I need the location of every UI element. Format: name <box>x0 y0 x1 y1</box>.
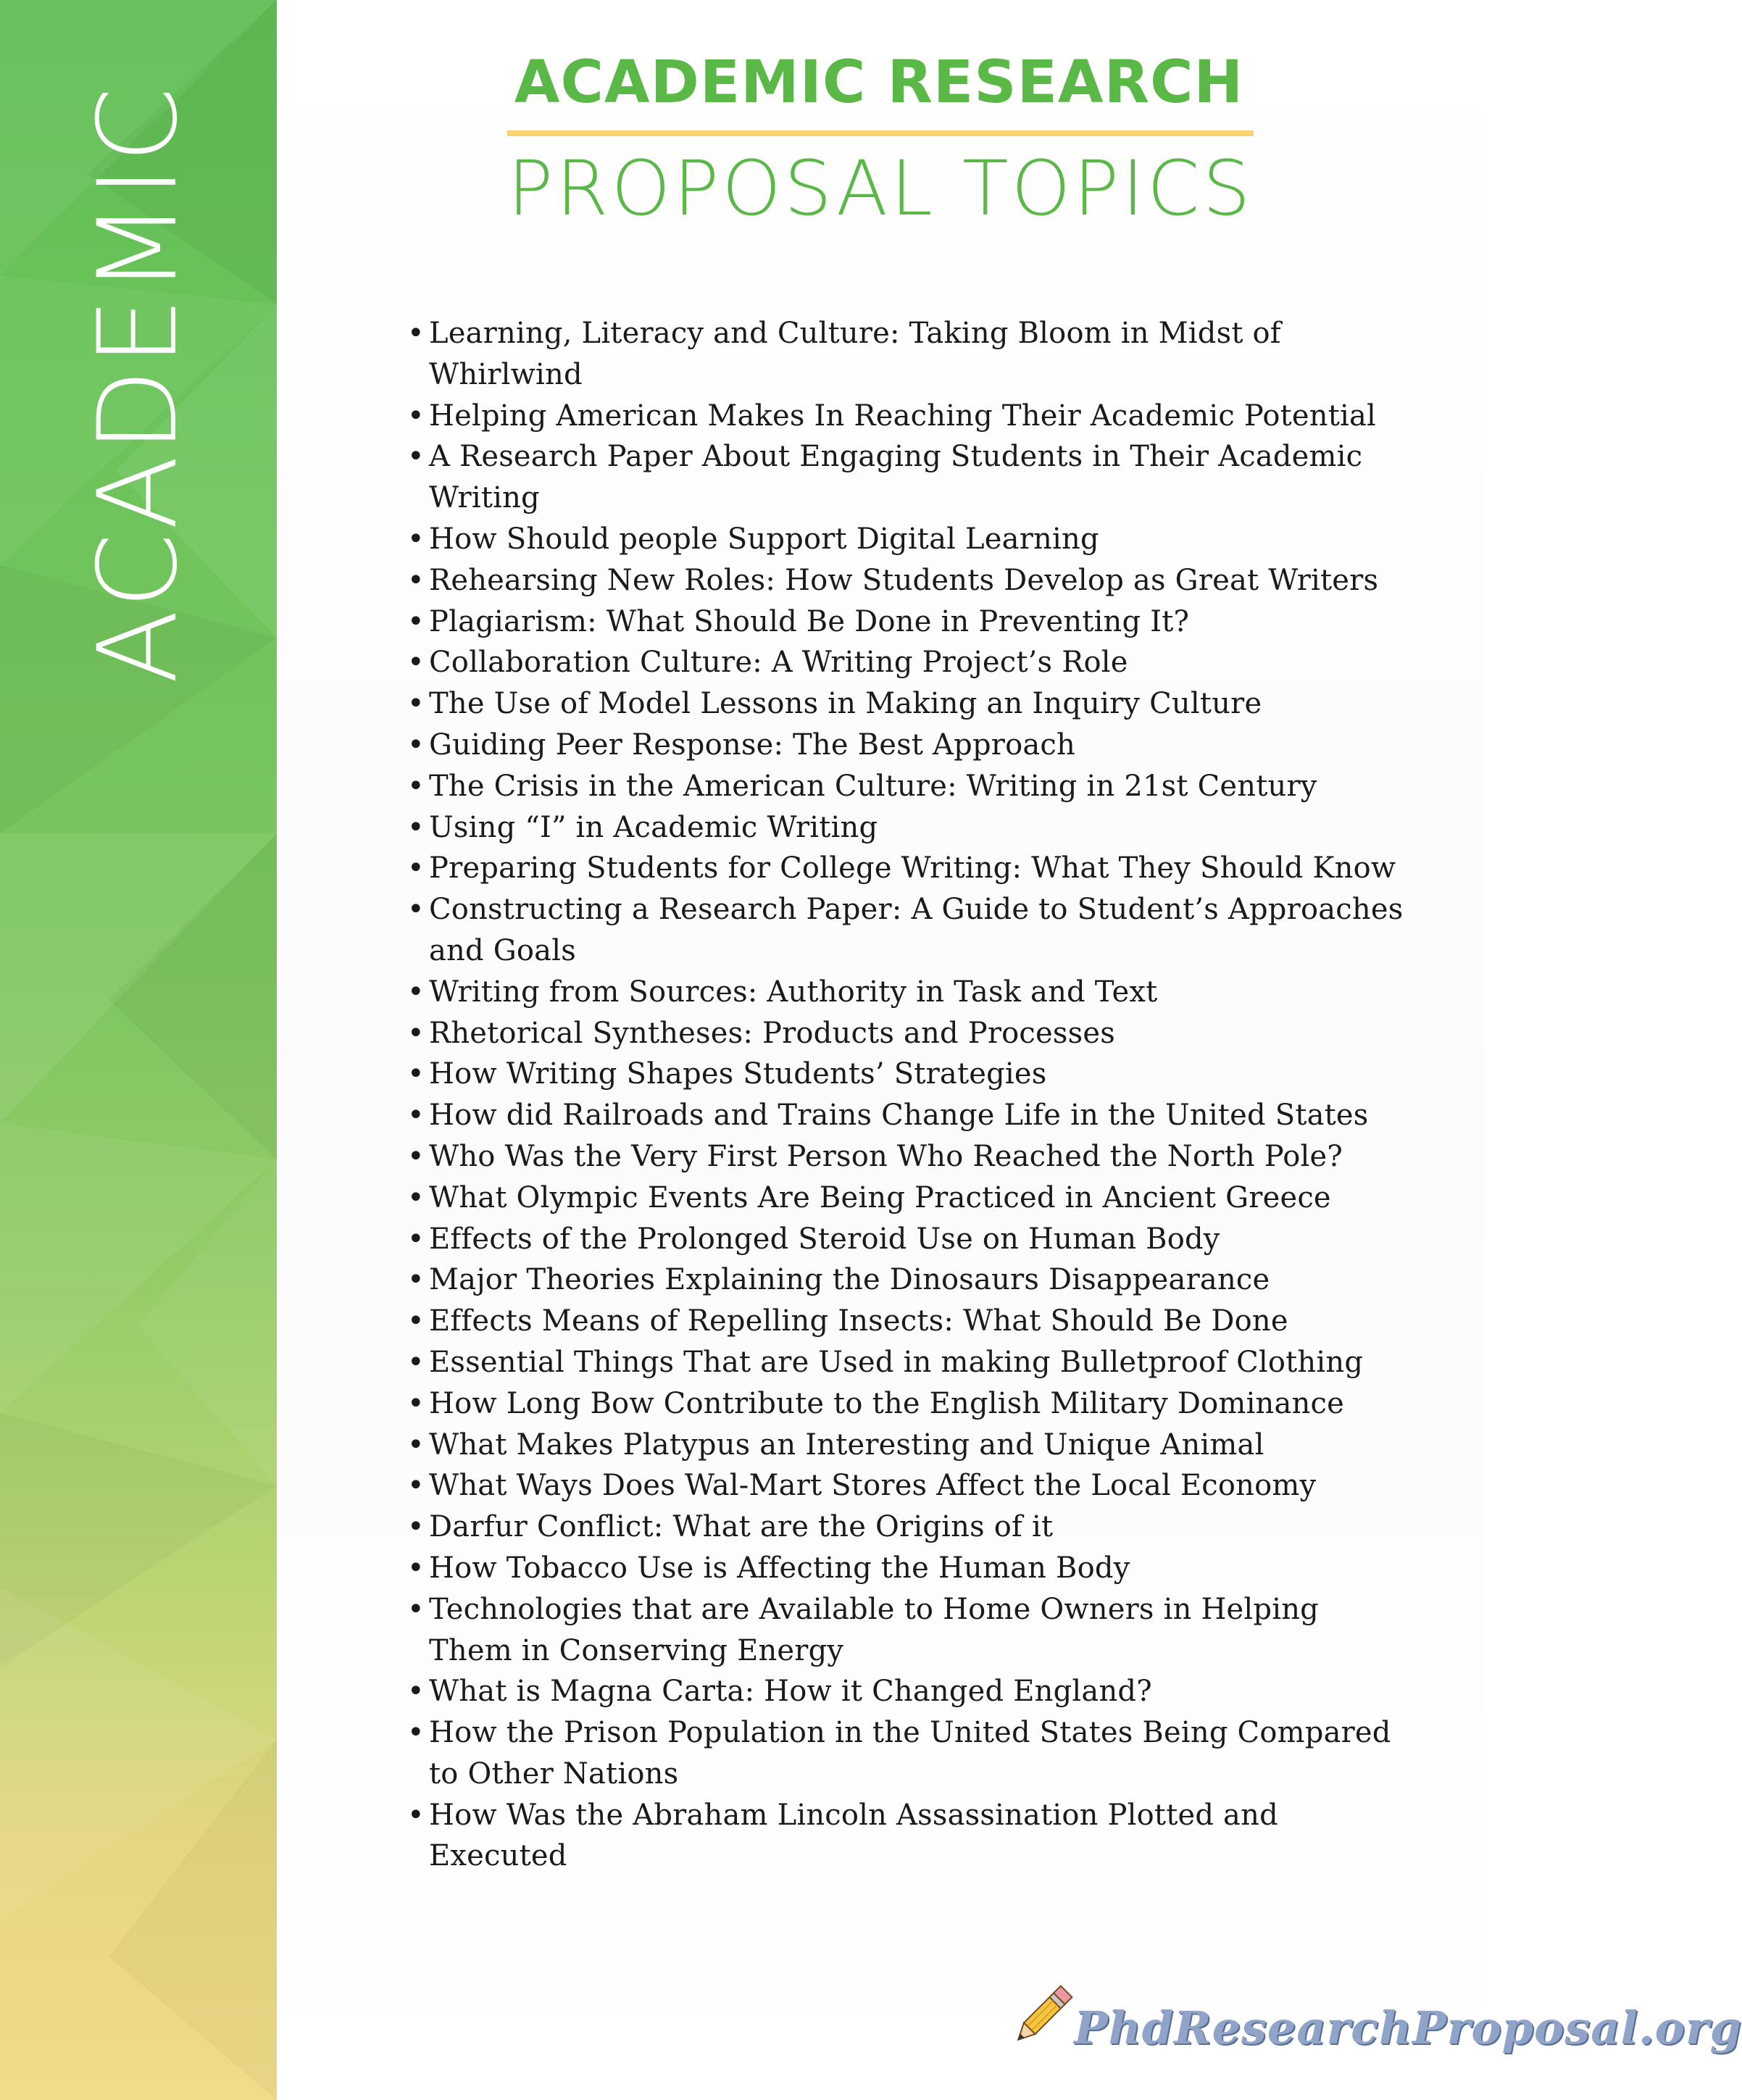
topic-line: Rhetorical Syntheses: Products and Processes <box>429 1016 1115 1050</box>
bullet-icon: • <box>407 563 425 597</box>
bullet-icon: • <box>407 1798 425 1832</box>
topic-line: Them in Conserving Energy <box>429 1633 844 1667</box>
topic-line: Writing from Sources: Authority in Task and Text <box>429 975 1158 1009</box>
topic-line: How Should people Support Digital Learning <box>429 522 1099 556</box>
page-title-line1: ACADEMIC RESEARCH <box>514 49 1244 117</box>
bullet-icon: • <box>407 1180 425 1214</box>
topic-item <box>407 396 1465 437</box>
bullet-icon: • <box>407 893 425 927</box>
topic-line: Technologies that are Available to Home Owners in Helping <box>429 1592 1319 1626</box>
brand-logo-text: PhdResearchProposal.org <box>1074 2001 1742 2054</box>
topic-line: Constructing a Research Paper: A Guide to Student’s Approaches <box>429 893 1404 927</box>
main-content <box>277 0 1742 2100</box>
topic-line: What Olympic Events Are Being Practiced in Ancient Greece <box>429 1180 1331 1214</box>
bullet-icon: • <box>407 1139 425 1173</box>
topic-item <box>407 725 1465 766</box>
topic-item <box>407 683 1465 725</box>
topic-line: How Long Bow Contribute to the English Military Dominance <box>429 1386 1345 1420</box>
bullet-icon: • <box>407 646 425 680</box>
sidebar-banner <box>0 0 277 2100</box>
topic-line: Major Theories Explaining the Dinosaurs Disappearance <box>429 1263 1270 1297</box>
topic-line: Guiding Peer Response: The Best Approach <box>429 728 1075 762</box>
topic-line: Essential Things That are Used in making Bulletproof Clothing <box>429 1345 1364 1379</box>
bullet-icon: • <box>407 1345 425 1379</box>
topic-line: How the Prison Population in the United States Being Compared <box>429 1716 1391 1750</box>
topic-line: Preparing Students for College Writing: What They Should Know <box>429 851 1396 886</box>
topic-item <box>407 889 1465 972</box>
topic-item <box>407 1013 1465 1054</box>
bullet-icon: • <box>407 522 425 556</box>
footer-brand[interactable] <box>1001 1977 1742 2071</box>
topic-line: Effects of the Prolonged Steroid Use on Human Body <box>429 1222 1220 1256</box>
topic-line: The Crisis in the American Culture: Writing in 21st Century <box>429 769 1317 803</box>
bullet-icon: • <box>407 687 425 721</box>
bullet-icon: • <box>407 1592 425 1626</box>
topic-item <box>407 1795 1465 1878</box>
topic-line: What is Magna Carta: How it Changed England? <box>429 1675 1152 1709</box>
bullet-icon: • <box>407 1510 425 1544</box>
topic-item <box>407 313 1465 396</box>
bullet-icon: • <box>407 1675 425 1709</box>
topic-line: The Use of Model Lessons in Making an Inquiry Culture <box>429 687 1262 721</box>
bullet-icon: • <box>407 975 425 1009</box>
topic-item <box>407 1589 1465 1672</box>
bullet-icon: • <box>407 399 425 433</box>
topic-line: What Ways Does Wal-Mart Stores Affect the Local Economy <box>429 1469 1317 1503</box>
topic-line: Executed <box>429 1839 567 1873</box>
topic-item <box>407 519 1465 560</box>
bullet-icon: • <box>407 1551 425 1585</box>
topic-item <box>407 601 1465 643</box>
page-title-line2: PROPOSAL TOPICS <box>507 144 1254 233</box>
topic-line: A Research Paper About Engaging Students in Their Academic <box>429 440 1363 474</box>
topic-item <box>407 1671 1465 1712</box>
topic-item <box>407 642 1465 683</box>
topic-line: How Was the Abraham Lincoln Assassination Plotted and <box>429 1798 1278 1832</box>
bullet-icon: • <box>407 1263 425 1297</box>
bullet-icon: • <box>407 317 425 350</box>
topic-line: Whirlwind <box>429 357 583 391</box>
bullet-icon: • <box>407 1386 425 1420</box>
topic-line: How did Railroads and Trains Change Life in the United States <box>429 1099 1369 1133</box>
topic-item <box>407 1301 1465 1342</box>
topic-item <box>407 1095 1465 1136</box>
topic-item <box>407 1465 1465 1507</box>
bullet-icon: • <box>407 1428 425 1462</box>
topic-item <box>407 1507 1465 1548</box>
topic-item <box>407 1383 1465 1425</box>
topic-item <box>407 1178 1465 1219</box>
topic-item <box>407 807 1465 849</box>
topic-line: How Writing Shapes Students’ Strategies <box>429 1057 1047 1091</box>
topic-line: Effects Means of Repelling Insects: What Should Be Done <box>429 1304 1288 1338</box>
topic-line: Learning, Literacy and Culture: Taking Bloom in Midst of <box>429 317 1281 350</box>
topic-line: What Makes Platypus an Interesting and Unique Animal <box>429 1428 1264 1462</box>
topic-line: and Goals <box>429 933 576 967</box>
topic-item <box>407 1548 1465 1589</box>
topic-item <box>407 1259 1465 1301</box>
bullet-icon: • <box>407 1016 425 1050</box>
topic-item <box>407 560 1465 601</box>
topic-line: Who Was the Very First Person Who Reached the North Pole? <box>429 1139 1343 1173</box>
bullet-icon: • <box>407 1716 425 1750</box>
topic-list <box>407 313 1465 1877</box>
topic-item <box>407 436 1465 519</box>
topic-line: Collaboration Culture: A Writing Project’s Role <box>429 646 1128 680</box>
topic-line: Using “I” in Academic Writing <box>429 810 878 844</box>
bullet-icon: • <box>407 1057 425 1091</box>
bullet-icon: • <box>407 851 425 886</box>
bullet-icon: • <box>407 1099 425 1133</box>
topic-item <box>407 1425 1465 1466</box>
bullet-icon: • <box>407 769 425 803</box>
topic-item <box>407 972 1465 1013</box>
title-divider <box>507 130 1254 136</box>
bullet-icon: • <box>407 1469 425 1503</box>
topic-item <box>407 1342 1465 1383</box>
topic-line: to Other Nations <box>429 1757 679 1791</box>
topic-line: Writing <box>429 481 540 515</box>
bullet-icon: • <box>407 604 425 638</box>
topic-item <box>407 848 1465 889</box>
topic-line: How Tobacco Use is Affecting the Human Body <box>429 1551 1130 1585</box>
topic-item <box>407 1136 1465 1178</box>
topic-item <box>407 1712 1465 1795</box>
topic-line: Helping American Makes In Reaching Their Academic Potential <box>429 399 1377 433</box>
topic-line: Plagiarism: What Should Be Done in Preventing It? <box>429 604 1190 638</box>
bullet-icon: • <box>407 1304 425 1338</box>
topic-item <box>407 1219 1465 1260</box>
topic-line: Rehearsing New Roles: How Students Develop as Great Writers <box>429 563 1379 597</box>
topic-line: Darfur Conflict: What are the Origins of it <box>429 1510 1054 1544</box>
pencil-icon <box>1001 1977 1081 2057</box>
topic-item <box>407 766 1465 807</box>
topic-item <box>407 1054 1465 1095</box>
bullet-icon: • <box>407 810 425 844</box>
bullet-icon: • <box>407 728 425 762</box>
bullet-icon: • <box>407 1222 425 1256</box>
bullet-icon: • <box>407 440 425 474</box>
sidebar-title: ACADEMIC <box>75 84 201 684</box>
